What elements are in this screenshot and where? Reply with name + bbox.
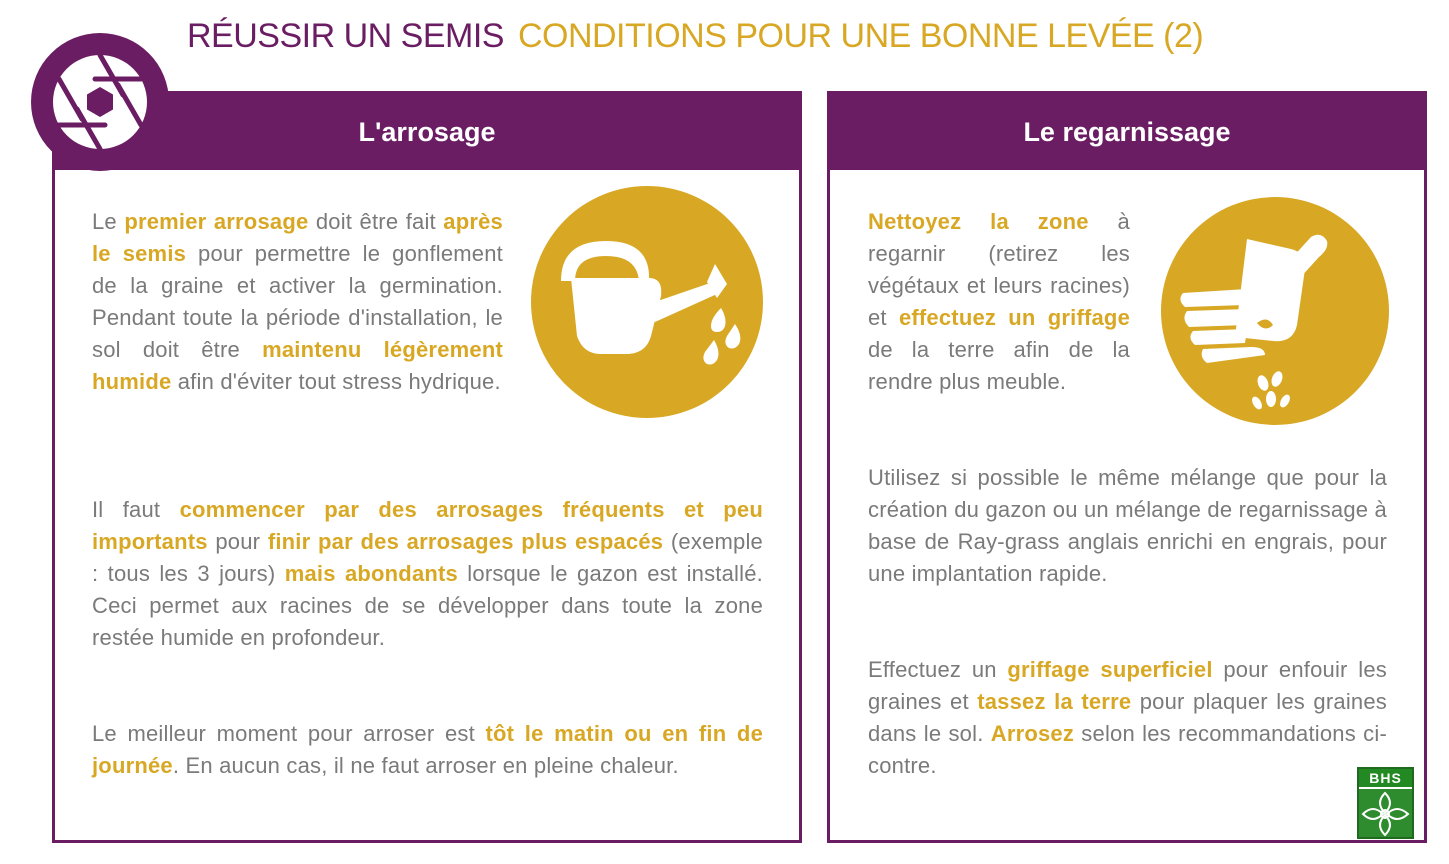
highlight-span: effectuez un griffage xyxy=(898,305,1131,330)
text-span: Le meilleur moment pour arroser est xyxy=(92,721,486,746)
arrosage-paragraph-2 xyxy=(92,494,763,654)
arrosage-paragraph-1 xyxy=(92,206,503,398)
watering-can-icon xyxy=(531,186,763,418)
text-span: Le xyxy=(92,209,125,234)
highlight-span: maintenu légèrement humide xyxy=(92,337,503,394)
text-span: pour permettre le gonflement de la graine et activer la germination. Pendant toute la période d'installation, le sol doit être xyxy=(92,241,503,362)
regarnissage-header: Le regarnissage xyxy=(830,94,1424,170)
highlight-span: finir par des arrosages plus espacés xyxy=(267,529,664,554)
highlight-span: tôt le matin ou en fin de journée xyxy=(92,721,764,778)
text-span: lorsque le gazon est installé. Ceci permet aux racines de se développer dans toute la zone restée humide en profondeur. xyxy=(92,561,763,650)
arrosage-panel xyxy=(52,91,802,843)
text-span: afin d'éviter tout stress hydrique. xyxy=(171,369,501,394)
bhs-logo-label: BHS xyxy=(1359,769,1412,789)
text-span: pour enfouir les graines et xyxy=(868,657,1387,714)
highlight-span: tassez la terre xyxy=(977,689,1132,714)
regarnissage-paragraph-1 xyxy=(868,206,1130,398)
highlight-span: Arrosez xyxy=(990,721,1075,746)
text-span: . En aucun cas, il ne faut arroser en pleine chaleur. xyxy=(172,753,679,778)
bhs-logo xyxy=(1357,767,1414,839)
text-span: pour xyxy=(207,529,268,554)
highlight-span: Nettoyez la zone xyxy=(868,209,1089,234)
title-main: RÉUSSIR UN SEMIS xyxy=(187,17,504,55)
page-title xyxy=(187,14,1203,58)
regarnissage-paragraph-3 xyxy=(868,654,1387,782)
aperture-icon xyxy=(31,33,169,171)
highlight-span: mais abondants xyxy=(284,561,458,586)
text-span: pour plaquer les graines dans le sol. xyxy=(868,689,1387,746)
regarnissage-panel xyxy=(827,91,1427,843)
arrosage-header: L'arrosage xyxy=(55,94,799,170)
text-span: à regarnir (retirez les végétaux et leurs racines) et xyxy=(868,209,1130,330)
text-span: de la terre afin de la rendre plus meuble. xyxy=(868,337,1130,394)
highlight-span: griffage superficiel xyxy=(1007,657,1213,682)
text-span: doit être fait xyxy=(308,209,444,234)
highlight-span: commencer par des arrosages fréquents et peu importants xyxy=(92,497,763,554)
regarnissage-paragraph-2 xyxy=(868,462,1387,590)
text-span: Effectuez un xyxy=(868,657,1008,682)
bhs-pattern-icon xyxy=(1359,789,1412,839)
highlight-span: après le semis xyxy=(92,209,503,266)
text-span: Utilisez si possible le même mélange que pour la création du gazon ou un mélange de regarnissage à base de Ray-grass anglais enrichi en engrais, pour une implantation rapide. xyxy=(868,465,1387,586)
title-sub: CONDITIONS POUR UNE BONNE LEVÉE (2) xyxy=(517,17,1204,55)
text-span: selon les recommandations ci-contre. xyxy=(868,721,1387,778)
highlight-span: premier arrosage xyxy=(124,209,309,234)
text-span: (exemple : tous les 3 jours) xyxy=(92,529,763,586)
hand-sowing-seeds-icon xyxy=(1161,197,1389,425)
text-span: Il faut xyxy=(92,497,180,522)
arrosage-paragraph-3 xyxy=(92,718,763,782)
